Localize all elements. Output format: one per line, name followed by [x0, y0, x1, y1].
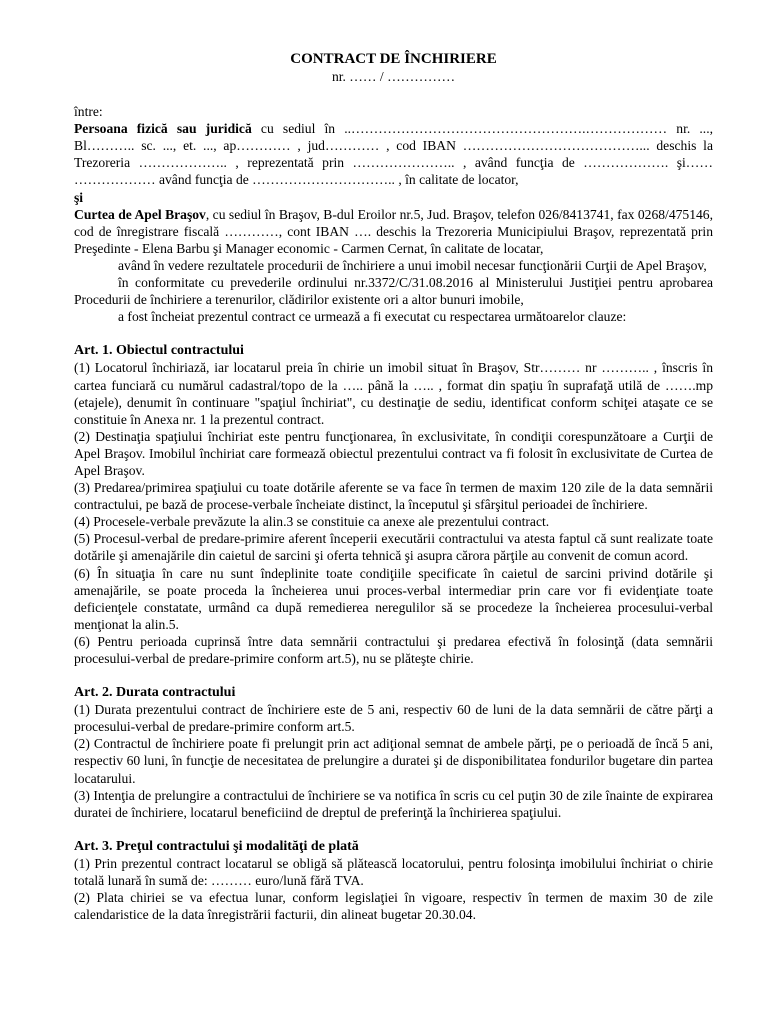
preamble-paragraph: având în vedere rezultatele procedurii de închiriere a unui imobil necesar funcţionării Curţii de Apel Braşov, [118, 257, 707, 273]
article-paragraph: (1) Durata prezentului contract de închiriere este de 5 ani, respectiv 60 de luni de la data semnării de către părţi a procesului-verbal de predare-primire conform art.5. [74, 702, 713, 735]
article-paragraph: (6) În situaţia în care nu sunt îndeplinite toate condiţiile specificate în caietul de sarcini privind dotările şi amenajările, se poate proceda la încheierea unui proces-verbal intermediar prin care vor fi evidenţiate toate deficienţele constatate, urmând ca după remedierea neregulilor să se procedeze la încheierea procesului-verbal menţionat la alin.5. [74, 565, 713, 632]
article-paragraph: (4) Procesele-verbale prevăzute la alin.3 se constituie ca anexe ale prezentului contract. [74, 514, 550, 530]
party1-text: cu sediul în ..…………………………………………….……………… nr. ..., Bl……….. sc. ..., et. ..., ap………… , jud………… , cod IBAN …………………………………... deschis la Trezoreria ……………….. , reprezentată prin ………………….. , având funcţia de ………………. şi…… ……………… având funcţia de ………………………….. , în calitate de locator, [74, 121, 713, 188]
article-paragraph: (1) Prin prezentul contract locatarul se obligă să plătească locatorului, pentru folosinţa imobilului închiriat o chirie totală lunară în sumă de: ……… euro/lună fără TVA. [74, 855, 713, 889]
article-paragraph: (3) Predarea/primirea spaţiului cu toate dotările aferente se va face în termen de maxim 120 zile de la data semnării contractului, pe bază de procese-verbale încheiate distinct, la începutul şi sfârşitul perioadei de închiriere. [74, 480, 713, 513]
and-word: şi [74, 189, 84, 205]
article-2-heading: Art. 2. Durata contractului [74, 685, 236, 701]
article-paragraph: (2) Contractul de închiriere poate fi prelungit prin act adiţional semnat de ambele părţi, pe o perioadă de încă 5 ani, respectiv 60 luni, în funcţie de necesitatea de prelungire a duratei şi de disponibilitatea fondurilor bugetare din partea locatarului. [74, 736, 713, 786]
between-label: între: [74, 104, 103, 120]
party2-text: , cu sediul în Braşov, B-dul Eroilor nr.5, Jud. Braşov, telefon 026/8413741, fax 0268/475146, cod de înregistrare fiscală …………, cont IBAN …. deschis la Trezoreria Municipiului Braşov, reprezentată prin Preşedinte - Elena Barbu şi Manager economic - Carmen Cernat, în calitate de locatar, [74, 206, 714, 256]
article-paragraph: (1) Locatorul închiriază, iar locatarul preia în chirie un imobil situat în Braşov, Str……… nr ……….. , înscris în cartea funciară cu numărul cadastral/topo de la ….. până la ….. , format din spaţiu în suprafaţă utilă de …….mp (etajele), denumit în continuare "spaţiul închiriat", cu destinaţie de sediu, identificat conform schiţei ataşate ce se constituie în Anexa nr. 1 la prezentul contract. [74, 360, 713, 427]
contract-number: nr. …… / …………… [331, 69, 456, 84]
article-paragraph: (5) Procesul-verbal de predare-primire aferent începerii executării contractului va atesta faptul că sunt realizate toate dotările şi amenajările din caietul de sarcini şi oferta tehnică şi asupra cărora părţile au convenit de comun acord. [74, 531, 713, 564]
contract-title: CONTRACT DE ÎNCHIRIERE [290, 51, 497, 67]
preamble-paragraph: a fost încheiat prezentul contract ce urmează a fi executat cu respectarea următoarelor clauze: [118, 309, 627, 325]
party1-label: Persoana fizică sau juridică [74, 121, 252, 137]
article-paragraph: (2) Destinaţia spaţiului închiriat este pentru funcţionarea, în exclusivitate, în condiţii corespunzătoare a Curţii de Apel Braşov. Imobilul închiriat care formează obiectul prezentului contract va fi folosit în exclusivitate de Curtea de Apel Braşov. [74, 428, 713, 478]
article-paragraph: (6) Pentru perioada cuprinsă între data semnării contractului şi predarea efectivă în folosinţă (data semnării procesului-verbal de predare-primire conform art.5), nu se plăteşte chirie. [74, 633, 713, 666]
article-paragraph: (3) Intenţia de prelungire a contractului de închiriere se va notifica în scris cu cel puţin 30 de zile înainte de expirarea duratei de închiriere, locatarul beneficiind de dreptul de preferinţă la închirierea spaţiului. [74, 787, 713, 820]
article-3-heading: Art. 3. Preţul contractului şi modalităţi de plată [74, 838, 359, 854]
preamble-paragraph: în conformitate cu prevederile ordinului nr.3372/C/31.08.2016 al Ministerului Justiţiei pentru aprobarea Procedurii de închiriere a terenurilor, clădirilor existente ori a altor bunuri imobile, [74, 275, 713, 308]
article-paragraph: (2) Plata chiriei se va efectua lunar, conform legislaţiei în vigoare, respectiv în termen de maxim 30 de zile calendaristice de la data înregistrării facturii, din alineat bugetar 20.30.04. [74, 890, 713, 923]
article-1-heading: Art. 1. Obiectul contractului [74, 343, 244, 359]
party-lessee [74, 206, 713, 257]
party2-label: Curtea de Apel Braşov [74, 206, 206, 222]
party-lessor [74, 120, 713, 188]
